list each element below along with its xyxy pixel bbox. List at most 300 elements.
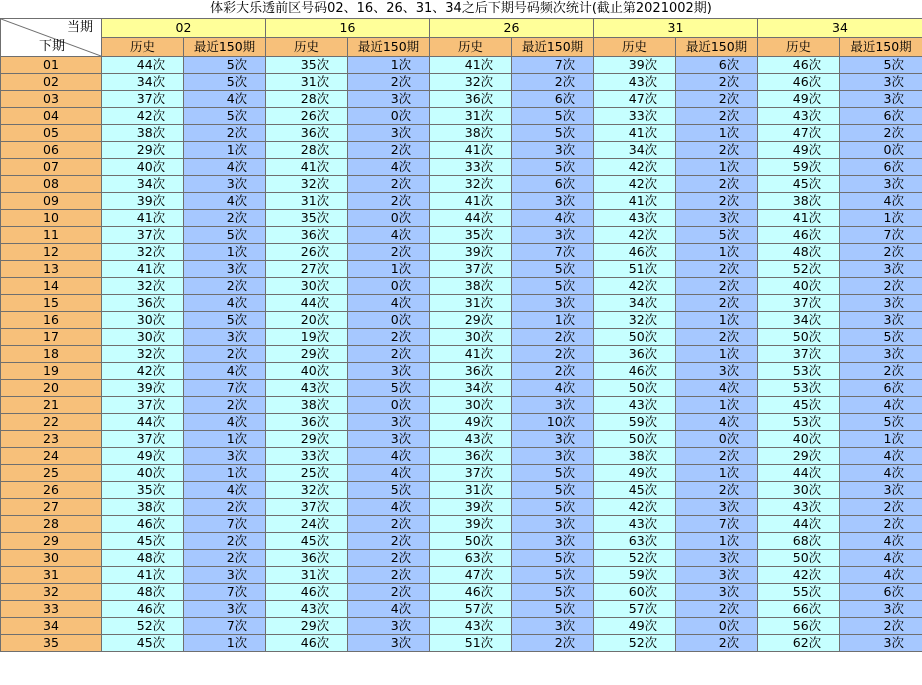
recent-count-cell — [676, 363, 758, 380]
history-count-cell — [594, 210, 676, 227]
history-count-cell — [758, 584, 840, 601]
count-value: 48次 — [792, 244, 822, 259]
recent-count-cell — [184, 346, 266, 363]
recent-count-cell — [676, 193, 758, 210]
history-count-cell — [430, 91, 512, 108]
count-value: 32次 — [136, 346, 166, 361]
count-value: 31次 — [464, 108, 494, 123]
history-count-cell — [758, 210, 840, 227]
count-value: 44次 — [792, 516, 822, 531]
table-row — [1, 380, 922, 397]
count-value: 32次 — [300, 176, 330, 191]
recent-count-cell — [676, 618, 758, 635]
count-value: 2次 — [883, 278, 904, 293]
history-count-cell — [266, 550, 348, 567]
history-count-cell — [594, 57, 676, 74]
recent-count-cell — [676, 295, 758, 312]
count-value: 36次 — [300, 414, 330, 429]
history-count-cell — [102, 125, 184, 142]
count-value: 2次 — [226, 533, 248, 548]
table-row — [1, 533, 922, 550]
history-count-cell — [266, 465, 348, 482]
row-number-label: 27 — [1, 499, 102, 516]
count-value: 41次 — [136, 567, 166, 582]
recent-count-cell — [840, 57, 922, 74]
number-header: 02 — [102, 19, 266, 38]
count-value: 3次 — [390, 414, 412, 429]
recent-count-cell — [348, 125, 430, 142]
count-value: 39次 — [464, 499, 494, 514]
row-number-label: 19 — [1, 363, 102, 380]
recent-count-cell — [840, 567, 922, 584]
count-value: 4次 — [883, 533, 904, 548]
history-count-cell — [102, 533, 184, 550]
history-count-cell — [430, 363, 512, 380]
recent-count-cell — [840, 380, 922, 397]
count-value: 38次 — [136, 125, 166, 140]
count-value: 46次 — [628, 363, 658, 378]
recent-subheader: 最近150期 — [184, 38, 266, 57]
recent-count-cell — [676, 176, 758, 193]
recent-count-cell — [840, 635, 922, 652]
count-value: 1次 — [226, 465, 248, 480]
history-count-cell — [758, 125, 840, 142]
recent-count-cell — [840, 448, 922, 465]
count-value: 29次 — [300, 618, 330, 633]
recent-count-cell — [840, 618, 922, 635]
row-number-label: 16 — [1, 312, 102, 329]
next-period-label: 下期 — [39, 39, 66, 54]
count-value: 3次 — [718, 210, 740, 225]
count-value: 51次 — [628, 261, 658, 276]
row-number-label: 13 — [1, 261, 102, 278]
count-value: 36次 — [300, 125, 330, 140]
recent-count-cell — [676, 601, 758, 618]
count-value: 4次 — [226, 482, 248, 497]
history-count-cell — [758, 414, 840, 431]
recent-count-cell — [512, 414, 594, 431]
history-count-cell — [758, 142, 840, 159]
row-number-label: 14 — [1, 278, 102, 295]
count-value: 52次 — [792, 261, 822, 276]
count-value: 41次 — [464, 346, 494, 361]
recent-count-cell — [676, 448, 758, 465]
count-value: 51次 — [464, 635, 494, 650]
count-value: 2次 — [718, 261, 740, 276]
count-value: 3次 — [390, 635, 412, 650]
recent-count-cell — [348, 346, 430, 363]
row-number-label: 35 — [1, 635, 102, 652]
history-count-cell — [594, 601, 676, 618]
count-value: 2次 — [883, 244, 904, 259]
history-count-cell — [430, 380, 512, 397]
table-row — [1, 91, 922, 108]
recent-count-cell — [512, 74, 594, 91]
history-count-cell — [430, 176, 512, 193]
count-value: 4次 — [718, 380, 740, 395]
history-count-cell — [266, 431, 348, 448]
recent-count-cell — [840, 414, 922, 431]
history-subheader: 历史 — [266, 38, 348, 57]
history-count-cell — [594, 295, 676, 312]
history-count-cell — [266, 74, 348, 91]
history-count-cell — [266, 227, 348, 244]
count-value: 30次 — [300, 278, 330, 293]
count-value: 50次 — [792, 550, 822, 565]
recent-count-cell — [676, 397, 758, 414]
history-count-cell — [266, 210, 348, 227]
count-value: 30次 — [464, 329, 494, 344]
history-count-cell — [758, 550, 840, 567]
recent-count-cell — [184, 278, 266, 295]
count-value: 1次 — [390, 57, 412, 72]
history-count-cell — [266, 193, 348, 210]
count-value: 52次 — [628, 550, 658, 565]
count-value: 28次 — [300, 142, 330, 157]
recent-count-cell — [676, 465, 758, 482]
count-value: 10次 — [546, 414, 576, 429]
history-count-cell — [102, 57, 184, 74]
count-value: 5次 — [554, 482, 576, 497]
count-value: 2次 — [390, 533, 412, 548]
history-count-cell — [594, 193, 676, 210]
history-count-cell — [430, 74, 512, 91]
table-row — [1, 482, 922, 499]
count-value: 43次 — [464, 431, 494, 446]
count-value: 3次 — [718, 499, 740, 514]
count-value: 42次 — [628, 499, 658, 514]
history-count-cell — [102, 635, 184, 652]
count-value: 2次 — [554, 74, 576, 89]
history-subheader: 历史 — [102, 38, 184, 57]
history-count-cell — [594, 618, 676, 635]
count-value: 2次 — [226, 499, 248, 514]
history-count-cell — [758, 482, 840, 499]
recent-count-cell — [512, 295, 594, 312]
history-count-cell — [594, 142, 676, 159]
recent-count-cell — [676, 125, 758, 142]
row-number-label: 34 — [1, 618, 102, 635]
count-value: 3次 — [554, 397, 576, 412]
table-row — [1, 618, 922, 635]
count-value: 1次 — [718, 397, 740, 412]
count-value: 2次 — [718, 193, 740, 208]
count-value: 5次 — [554, 499, 576, 514]
history-count-cell — [266, 57, 348, 74]
history-count-cell — [758, 397, 840, 414]
count-value: 2次 — [390, 550, 412, 565]
recent-count-cell — [348, 380, 430, 397]
count-value: 36次 — [464, 448, 494, 463]
recent-count-cell — [512, 244, 594, 261]
recent-count-cell — [184, 397, 266, 414]
count-value: 5次 — [554, 108, 576, 123]
recent-count-cell — [512, 329, 594, 346]
count-value: 37次 — [464, 465, 494, 480]
history-count-cell — [266, 635, 348, 652]
table-row — [1, 516, 922, 533]
recent-count-cell — [512, 465, 594, 482]
number-header: 16 — [266, 19, 430, 38]
history-count-cell — [594, 397, 676, 414]
recent-count-cell — [348, 550, 430, 567]
count-value: 44次 — [464, 210, 494, 225]
row-number-label: 10 — [1, 210, 102, 227]
count-value: 35次 — [136, 482, 166, 497]
recent-count-cell — [348, 210, 430, 227]
table-row — [1, 57, 922, 74]
history-count-cell — [594, 482, 676, 499]
count-value: 3次 — [883, 261, 904, 276]
recent-count-cell — [184, 584, 266, 601]
history-count-cell — [102, 550, 184, 567]
history-count-cell — [430, 482, 512, 499]
count-value: 47次 — [628, 91, 658, 106]
history-count-cell — [594, 125, 676, 142]
history-count-cell — [102, 159, 184, 176]
recent-count-cell — [676, 261, 758, 278]
recent-count-cell — [348, 57, 430, 74]
count-value: 2次 — [554, 363, 576, 378]
count-value: 30次 — [136, 312, 166, 327]
history-count-cell — [430, 431, 512, 448]
count-value: 3次 — [554, 142, 576, 157]
count-value: 4次 — [554, 210, 576, 225]
table-row — [1, 159, 922, 176]
count-value: 1次 — [226, 431, 248, 446]
table-row — [1, 193, 922, 210]
history-subheader: 历史 — [594, 38, 676, 57]
count-value: 30次 — [464, 397, 494, 412]
count-value: 33次 — [464, 159, 494, 174]
recent-count-cell — [676, 516, 758, 533]
recent-count-cell — [840, 261, 922, 278]
count-value: 4次 — [226, 193, 248, 208]
recent-count-cell — [348, 159, 430, 176]
history-count-cell — [594, 91, 676, 108]
table-row — [1, 329, 922, 346]
recent-count-cell — [184, 227, 266, 244]
count-value: 2次 — [718, 329, 740, 344]
count-value: 37次 — [136, 431, 166, 446]
number-header: 31 — [594, 19, 758, 38]
recent-count-cell — [512, 278, 594, 295]
recent-count-cell — [184, 159, 266, 176]
count-value: 47次 — [464, 567, 494, 582]
recent-count-cell — [512, 193, 594, 210]
count-value: 7次 — [554, 57, 576, 72]
history-count-cell — [758, 74, 840, 91]
recent-count-cell — [840, 584, 922, 601]
recent-count-cell — [184, 380, 266, 397]
count-value: 59次 — [628, 567, 658, 582]
count-value: 45次 — [792, 397, 822, 412]
history-count-cell — [102, 210, 184, 227]
table-row — [1, 584, 922, 601]
history-count-cell — [102, 618, 184, 635]
count-value: 42次 — [628, 176, 658, 191]
count-value: 37次 — [136, 397, 166, 412]
table-row — [1, 465, 922, 482]
count-value: 3次 — [883, 346, 904, 361]
recent-count-cell — [840, 465, 922, 482]
history-count-cell — [430, 108, 512, 125]
history-count-cell — [102, 414, 184, 431]
history-count-cell — [266, 414, 348, 431]
history-count-cell — [102, 312, 184, 329]
history-count-cell — [758, 295, 840, 312]
count-value: 66次 — [792, 601, 822, 616]
count-value: 53次 — [792, 414, 822, 429]
history-count-cell — [266, 244, 348, 261]
history-count-cell — [594, 550, 676, 567]
recent-subheader: 最近150期 — [676, 38, 758, 57]
row-number-label: 20 — [1, 380, 102, 397]
count-value: 57次 — [464, 601, 494, 616]
count-value: 41次 — [792, 210, 822, 225]
count-value: 32次 — [464, 176, 494, 191]
count-value: 5次 — [554, 261, 576, 276]
count-value: 2次 — [718, 142, 740, 157]
history-count-cell — [102, 261, 184, 278]
count-value: 32次 — [300, 482, 330, 497]
recent-count-cell — [348, 74, 430, 91]
recent-count-cell — [840, 550, 922, 567]
count-value: 1次 — [718, 125, 740, 140]
recent-count-cell — [676, 278, 758, 295]
count-value: 44次 — [792, 465, 822, 480]
history-count-cell — [266, 91, 348, 108]
count-value: 19次 — [300, 329, 330, 344]
history-count-cell — [758, 346, 840, 363]
count-value: 42次 — [628, 227, 658, 242]
count-value: 43次 — [300, 601, 330, 616]
count-value: 5次 — [554, 465, 576, 480]
recent-count-cell — [512, 125, 594, 142]
row-number-label: 29 — [1, 533, 102, 550]
recent-count-cell — [512, 499, 594, 516]
count-value: 31次 — [300, 567, 330, 582]
history-count-cell — [102, 295, 184, 312]
count-value: 3次 — [883, 91, 904, 106]
recent-count-cell — [512, 108, 594, 125]
current-period-label: 当期 — [66, 20, 93, 35]
count-value: 32次 — [628, 312, 658, 327]
count-value: 57次 — [628, 601, 658, 616]
history-count-cell — [102, 142, 184, 159]
count-value: 2次 — [226, 125, 248, 140]
count-value: 36次 — [464, 363, 494, 378]
recent-count-cell — [512, 584, 594, 601]
number-header: 26 — [430, 19, 594, 38]
count-value: 59次 — [628, 414, 658, 429]
number-header: 34 — [758, 19, 922, 38]
history-count-cell — [266, 159, 348, 176]
table-row — [1, 346, 922, 363]
count-value: 62次 — [792, 635, 822, 650]
table-row — [1, 363, 922, 380]
count-value: 3次 — [718, 550, 740, 565]
history-count-cell — [594, 329, 676, 346]
recent-count-cell — [512, 397, 594, 414]
table-row — [1, 278, 922, 295]
table-corner — [1, 19, 102, 57]
count-value: 5次 — [883, 57, 904, 72]
count-value: 6次 — [554, 176, 576, 191]
recent-count-cell — [676, 57, 758, 74]
recent-count-cell — [676, 227, 758, 244]
recent-count-cell — [676, 74, 758, 91]
recent-count-cell — [184, 414, 266, 431]
recent-count-cell — [840, 533, 922, 550]
history-count-cell — [594, 244, 676, 261]
count-value: 2次 — [390, 584, 412, 599]
count-value: 4次 — [883, 465, 904, 480]
count-value: 45次 — [136, 635, 166, 650]
recent-count-cell — [840, 312, 922, 329]
count-value: 40次 — [792, 431, 822, 446]
recent-count-cell — [676, 584, 758, 601]
history-count-cell — [266, 261, 348, 278]
count-value: 4次 — [883, 567, 904, 582]
count-value: 60次 — [628, 584, 658, 599]
history-count-cell — [266, 584, 348, 601]
count-value: 5次 — [226, 108, 248, 123]
recent-count-cell — [676, 414, 758, 431]
history-count-cell — [102, 499, 184, 516]
recent-count-cell — [184, 533, 266, 550]
recent-count-cell — [512, 516, 594, 533]
count-value: 4次 — [226, 414, 248, 429]
count-value: 3次 — [226, 261, 248, 276]
table-row — [1, 295, 922, 312]
recent-count-cell — [348, 91, 430, 108]
history-count-cell — [758, 329, 840, 346]
recent-count-cell — [184, 618, 266, 635]
history-count-cell — [430, 465, 512, 482]
history-count-cell — [594, 465, 676, 482]
recent-count-cell — [512, 227, 594, 244]
count-value: 41次 — [464, 142, 494, 157]
table-row — [1, 176, 922, 193]
count-value: 4次 — [883, 550, 904, 565]
history-count-cell — [758, 244, 840, 261]
table-row — [1, 261, 922, 278]
history-count-cell — [594, 159, 676, 176]
row-number-label: 09 — [1, 193, 102, 210]
row-number-label: 30 — [1, 550, 102, 567]
recent-count-cell — [676, 244, 758, 261]
history-count-cell — [430, 210, 512, 227]
recent-count-cell — [676, 499, 758, 516]
count-value: 7次 — [226, 584, 248, 599]
recent-count-cell — [512, 159, 594, 176]
recent-count-cell — [184, 312, 266, 329]
count-value: 3次 — [883, 176, 904, 191]
count-value: 2次 — [390, 74, 412, 89]
history-count-cell — [102, 448, 184, 465]
count-value: 43次 — [300, 380, 330, 395]
count-value: 3次 — [390, 431, 412, 446]
recent-count-cell — [676, 159, 758, 176]
count-value: 2次 — [883, 125, 904, 140]
history-count-cell — [266, 516, 348, 533]
count-value: 43次 — [628, 74, 658, 89]
recent-count-cell — [184, 329, 266, 346]
count-value: 3次 — [883, 635, 904, 650]
count-value: 2次 — [883, 516, 904, 531]
recent-count-cell — [184, 193, 266, 210]
